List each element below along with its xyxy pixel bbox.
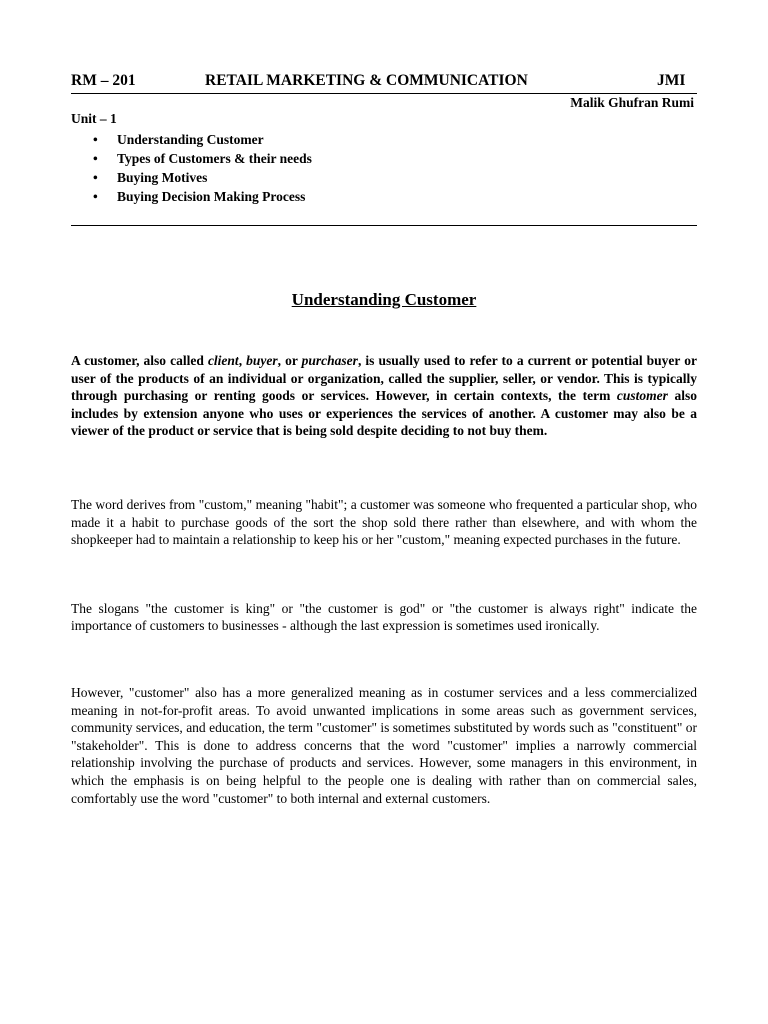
topic-label: Types of Customers & their needs [117, 151, 312, 166]
divider [71, 225, 697, 226]
document-header [71, 70, 697, 94]
topic-label: Buying Motives [117, 170, 208, 185]
topic-item [71, 187, 697, 206]
course-code: RM – 201 [71, 72, 136, 89]
course-title: RETAIL MARKETING & COMMUNICATION [205, 72, 528, 89]
intro-paragraph [71, 352, 697, 440]
intro-text: A customer, also called [71, 353, 208, 368]
section-title: Understanding Customer [291, 290, 477, 309]
unit-label: Unit – 1 [71, 111, 117, 126]
topic-label: Understanding Customer [117, 132, 264, 147]
body-paragraph-etymology: The word derives from "custom," meaning "habit"; a customer was someone who frequented a particular shop, who made it a habit to purchase goods of the sort the shop sold there rather than elsewhere, and with whom the shopkeeper had to maintain a relationship to keep his or her "custom," meaning expected purchases in the future. [71, 496, 697, 548]
bullet-icon: • [93, 132, 98, 147]
term-purchaser: purchaser [301, 353, 358, 368]
topic-list [71, 130, 697, 206]
intro-separator: , [238, 353, 247, 368]
intro-text: , is usually used to refer to a current or potential buyer or user of the products of an individual or organization, called the supplier, seller, or vendor. This is typically through purchasing or renting goods or services. However, in certain contexts, the term [71, 353, 697, 404]
bullet-icon: • [93, 189, 98, 204]
topic-item [71, 149, 697, 168]
term-client: client [207, 353, 239, 368]
author-name: Malik Ghufran Rumi [570, 95, 694, 110]
term-customer: customer [616, 388, 668, 404]
intro-separator: , or [277, 353, 302, 368]
bullet-icon: • [93, 151, 98, 166]
institution-name: JMI [657, 72, 686, 89]
topic-item [71, 130, 697, 149]
topic-item [71, 168, 697, 187]
topic-label: Buying Decision Making Process [117, 189, 306, 204]
intro-text: also includes by extension anyone who uses or experiences the services of another. A customer may also be a viewer of the product or service that is being sold despite deciding to not buy them. [71, 388, 697, 439]
body-paragraph-slogans: The slogans "the customer is king" or "the customer is god" or "the customer is always right" indicate the importance of customers to businesses - although the last expression is sometimes used ironically. [71, 600, 697, 634]
bullet-icon: • [93, 170, 98, 185]
term-buyer: buyer [246, 353, 278, 368]
body-paragraph-generalized: However, "customer" also has a more generalized meaning as in costumer services and a less commercialized meaning in not-for-profit areas. To avoid unwanted implications in some areas such as government services, community services, and education, the term "customer" is sometimes substituted by words such as "constituent" or "stakeholder". This is done to address concerns that the word "customer" implies a narrowly commercial relationship involving the purchase of products and services. However, some managers in this environment, in which the emphasis is on being helpful to the people one is dealing with rather than on commercial sales, comfortably use the word "customer" to both internal and external customers. [71, 684, 697, 806]
document-page [71, 70, 697, 821]
